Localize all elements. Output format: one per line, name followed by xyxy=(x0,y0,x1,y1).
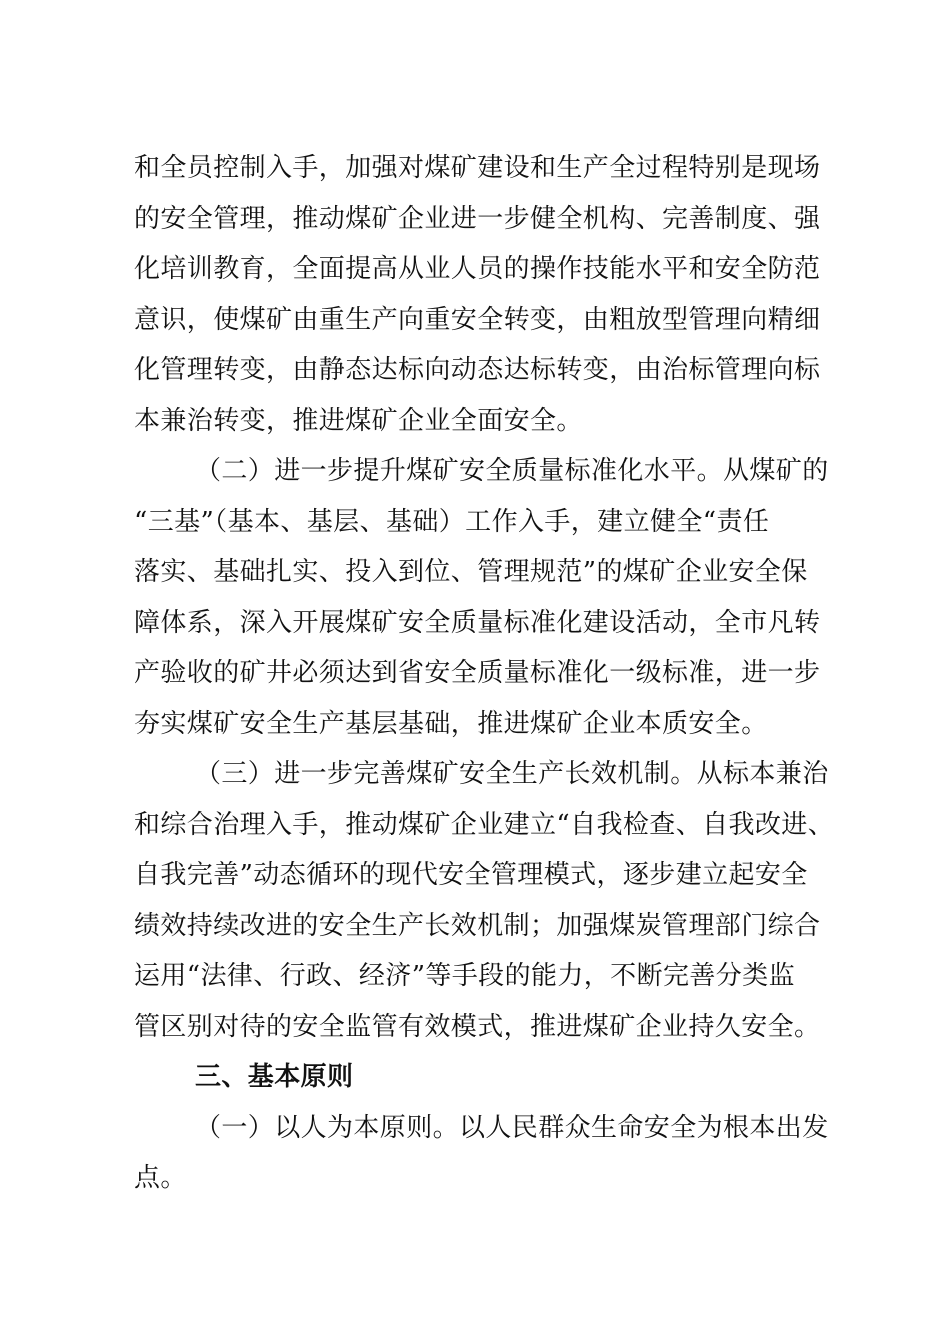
text-line: 自我完善”动态循环的现代安全管理模式，逐步建立起安全 xyxy=(134,860,808,890)
paragraph-people-oriented xyxy=(134,1103,829,1204)
text-line: “三基”（基本、基层、基础）工作入手，建立健全“责任 xyxy=(134,506,770,537)
paragraph-long-term-mechanism xyxy=(134,749,835,1052)
text-line: 化管理转变，由静态达标向动态达标转变，由治标管理向标 xyxy=(134,355,821,385)
text-line: 夯实煤矿安全生产基层基础，推进煤矿企业本质安全。 xyxy=(134,708,768,739)
document-body xyxy=(134,143,835,1204)
paragraph-quality-standardization xyxy=(134,446,829,749)
text-line: （三）进一步完善煤矿安全生产长效机制。从标本兼治 xyxy=(195,759,829,789)
text-line: 运用“法律、行政、经济”等手段的能力，不断完善分类监 xyxy=(134,961,795,991)
text-line: 管区别对待的安全监管有效模式，推进煤矿企业持久安全。 xyxy=(134,1011,821,1042)
text-line: 绩效持续改进的安全生产长效机制；加强煤炭管理部门综合 xyxy=(134,910,821,941)
text-line: 障体系，深入开展煤矿安全质量标准化建设活动，全市凡转 xyxy=(134,607,821,638)
text-line: 点。 xyxy=(134,1163,187,1193)
text-line: 本兼治转变，推进煤矿企业全面安全。 xyxy=(134,405,583,436)
text-line: 产验收的矿井必须达到省安全质量标准化一级标准，进一步 xyxy=(134,658,821,688)
section-heading xyxy=(134,1052,824,1103)
text-line: （一）以人为本原则。以人民群众生命安全为根本出发 xyxy=(195,1112,829,1143)
section-heading-text: 三、基本原则 xyxy=(195,1062,354,1092)
text-line: 落实、基础扎实、投入到位、管理规范”的煤矿企业安全保 xyxy=(134,557,808,587)
text-line: 化培训教育，全面提高从业人员的操作技能水平和安全防范 xyxy=(134,254,821,284)
text-line: 和综合治理入手，推动煤矿企业建立“自我检查、自我改进、 xyxy=(134,809,835,840)
paragraph-safety-management xyxy=(134,143,824,446)
text-line: 意识，使煤矿由重生产向重安全转变，由粗放型管理向精细 xyxy=(134,304,821,335)
text-line: 的安全管理，推动煤矿企业进一步健全机构、完善制度、强 xyxy=(134,203,821,234)
text-line: （二）进一步提升煤矿安全质量标准化水平。从煤矿的 xyxy=(195,456,829,486)
text-line: 和全员控制入手，加强对煤矿建设和生产全过程特别是现场 xyxy=(134,153,821,183)
